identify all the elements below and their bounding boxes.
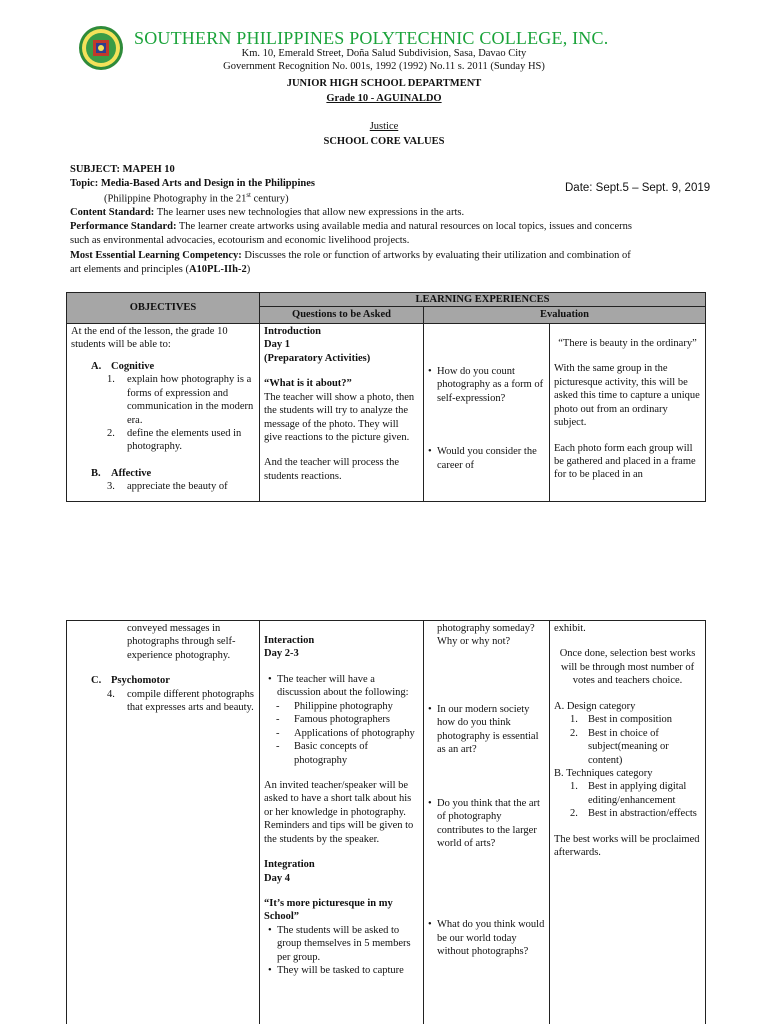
objectives-cell xyxy=(67,323,260,501)
objective-3 xyxy=(107,480,255,493)
core-values-label: SCHOOL CORE VALUES xyxy=(323,136,445,147)
content-standard-text: The learner uses new technologies that allow new expressions in the arts. xyxy=(154,207,465,218)
introduction-day: Day 1 xyxy=(264,339,290,351)
questions-header: Questions to be Asked xyxy=(260,307,424,323)
question-5: • What do you think would be our world today without photographs? xyxy=(428,918,545,958)
melc-label: Most Essential Learning Competency: xyxy=(70,250,242,261)
affective-heading xyxy=(93,467,255,480)
department: JUNIOR HIGH SCHOOL DEPARTMENT xyxy=(286,78,482,89)
evaluation-instructions: With the same group in the picturesque activity, this will be asked this time to capture a unique photo out from an ordinary subject. xyxy=(554,363,700,429)
performance-standard-label: Performance Standard: xyxy=(70,221,177,232)
question-3: • In our modern society how do you think photography is essential as an art? xyxy=(428,703,545,757)
question-2: • Would you consider the career of xyxy=(428,445,545,472)
discussion-bullet: • The teacher will have a discussion about the following: xyxy=(268,673,419,700)
content-standard xyxy=(70,206,710,219)
design-award-1 xyxy=(554,713,701,726)
objective-3-text: appreciate the beauty of xyxy=(127,481,228,493)
performance-standard-cont: such as environmental advocacies, ecotourism and economic livelihood projects. xyxy=(70,235,410,246)
topic-item-4: - Basic concepts of photography xyxy=(274,740,419,767)
selection-paragraph: Once done, selection best works will be through most number of votes and teachers choice. xyxy=(559,648,696,687)
design-award-2-text: Best in choice of subject(meaning or content) xyxy=(588,727,669,766)
evaluation-exhibit-cont: exhibit. xyxy=(554,623,586,634)
objective-4 xyxy=(107,688,255,715)
evaluation-cell-page-2 xyxy=(550,621,706,1024)
topic-sub-sup: st xyxy=(246,191,251,199)
content-standard-label: Content Standard: xyxy=(70,207,155,218)
design-award-2-num: 2. xyxy=(570,727,578,739)
activity-description: The teacher will show a photo, then the students will try to analyze the message of the photo. They will give reactions to the picture given. xyxy=(264,391,415,443)
question-1: • How do you count photography as a form of self-expression? xyxy=(428,365,545,405)
integration-title: Integration xyxy=(264,859,315,871)
experiences-cell-page-2 xyxy=(260,621,424,1024)
topic-item-2: - Famous photographers xyxy=(274,713,419,726)
techniques-category: B. Techniques category xyxy=(554,767,653,779)
government-recognition: Government Recognition No. 001s, 1992 (1992) No.11 s. 2011 (Sunday HS) xyxy=(223,61,545,72)
interaction-day: Day 2-3 xyxy=(264,648,299,660)
performance-standard xyxy=(70,220,710,233)
preparatory-activities: (Preparatory Activities) xyxy=(264,352,371,364)
experiences-cell xyxy=(260,323,424,501)
objective-2-text: define the elements used in photography. xyxy=(127,427,242,453)
performance-standard-text: The learner create artworks using available media and natural resources on local topics, issues and concerns xyxy=(176,221,632,232)
melc-close: ) xyxy=(246,264,251,275)
psychomotor-label: Psychomotor xyxy=(111,675,170,687)
technique-award-1-text: Best in applying digital editing/enhancement xyxy=(588,781,687,806)
introduction-title: Introduction xyxy=(264,325,321,337)
objective-1 xyxy=(107,373,255,427)
objective-3-num: 3. xyxy=(107,481,115,493)
objective-2-num: 2. xyxy=(107,427,115,439)
design-category: A. Design category xyxy=(554,700,636,712)
design-award-2 xyxy=(554,727,701,767)
psychomotor-letter: C. xyxy=(91,675,102,687)
group-bullet: • The students will be asked to group themselves in 5 members per group. xyxy=(268,924,419,964)
grade-section: Grade 10 - AGUINALDO xyxy=(326,93,442,104)
cognitive-label: Cognitive xyxy=(111,360,155,372)
cognitive-heading xyxy=(93,360,255,373)
lesson-plan-table-page-1 xyxy=(66,292,706,502)
questions-cell-page-2 xyxy=(424,621,550,1024)
evaluation-cell xyxy=(550,323,706,501)
speaker-paragraph: An invited teacher/speaker will be asked to have a short talk about his or her knowledge in photography. Reminders and tips will be given to the students by the speaker. xyxy=(264,779,414,845)
proclamation: The best works will be proclaimed afterwards. xyxy=(554,833,700,859)
interaction-title: Interaction xyxy=(264,635,315,646)
melc-cont xyxy=(70,263,710,276)
topic-title: Media-Based Arts and Design in the Philippines xyxy=(100,178,315,189)
question-4: • Do you think that the art of photography contributes to the larger world of arts? xyxy=(428,797,545,851)
college-address: Km. 10, Emerald Street, Doña Salud Subdivision, Sasa, Davao City xyxy=(241,48,527,59)
integration-day: Day 4 xyxy=(264,872,290,884)
affective-label: Affective xyxy=(111,467,152,479)
capture-bullet: • They will be tasked to capture xyxy=(268,964,419,977)
activity-title: “What is it about?” xyxy=(264,378,352,390)
questions-cell xyxy=(424,323,550,501)
affective-letter: B. xyxy=(91,467,101,479)
process-reactions: And the teacher will process the students reactions. xyxy=(264,457,399,482)
melc-text: Discusses the role or function of artworks by evaluating their utilization and combination of xyxy=(241,250,631,261)
topic-subtitle xyxy=(104,191,289,206)
technique-award-2-num: 2. xyxy=(570,808,578,820)
objectives-intro: At the end of the lesson, the grade 10 students will be able to: xyxy=(71,325,228,351)
objective-4-num: 4. xyxy=(107,688,115,700)
objective-1-text: explain how photography is a forms of expression and communication in the modern era. xyxy=(127,374,254,426)
lesson-plan-table-page-2 xyxy=(66,620,706,1024)
lesson-date: Date: Sept.5 – Sept. 9, 2019 xyxy=(565,182,711,194)
objectives-header: OBJECTIVES xyxy=(67,293,260,324)
topic-sub-post: century) xyxy=(251,193,289,205)
evaluation-header: Evaluation xyxy=(424,307,706,323)
melc xyxy=(70,249,710,262)
objective-1-num: 1. xyxy=(107,374,115,386)
psychomotor-heading xyxy=(93,674,255,687)
topic-sub-pre: (Philippine Photography in the 21 xyxy=(104,193,247,205)
subject-line: SUBJECT: MAPEH 10 xyxy=(70,164,175,175)
technique-award-2-text: Best in abstraction/effects xyxy=(588,808,697,820)
topic-label: Topic: xyxy=(70,178,99,189)
melc-text-cont: art elements and principles ( xyxy=(70,264,189,275)
technique-award-1 xyxy=(554,780,701,807)
objective-4-text: compile different photographs that expresses arts and beauty. xyxy=(127,688,254,714)
design-award-1-num: 1. xyxy=(570,714,578,726)
evaluation-quote: “There is beauty in the ordinary” xyxy=(558,337,697,349)
question-2-cont: photography someday? Why or why not? xyxy=(437,623,535,648)
objectives-cell-page-2 xyxy=(67,621,260,1024)
objective-2 xyxy=(107,427,255,454)
cognitive-letter: A. xyxy=(91,360,102,372)
objective-3-cont: conveyed messages in photographs through self-experience photography. xyxy=(127,623,236,661)
design-award-1-text: Best in composition xyxy=(588,714,672,726)
topic-item-3: - Applications of photography xyxy=(274,727,419,740)
integration-activity-title: “It’s more picturesque in my School” xyxy=(264,898,393,923)
topic-item-1: - Philippine photography xyxy=(274,700,419,713)
technique-award-2 xyxy=(554,807,701,820)
college-name: SOUTHERN PHILIPPINES POLYTECHNIC COLLEGE, INC. xyxy=(134,28,609,48)
learning-experiences-header: LEARNING EXPERIENCES xyxy=(260,293,706,307)
core-value: Justice xyxy=(369,121,399,132)
melc-code: A10PL-IIh-2 xyxy=(188,264,247,275)
evaluation-exhibit: Each photo form each group will be gathered and placed in a frame for to be placed in an xyxy=(554,442,696,481)
technique-award-1-num: 1. xyxy=(570,781,578,793)
